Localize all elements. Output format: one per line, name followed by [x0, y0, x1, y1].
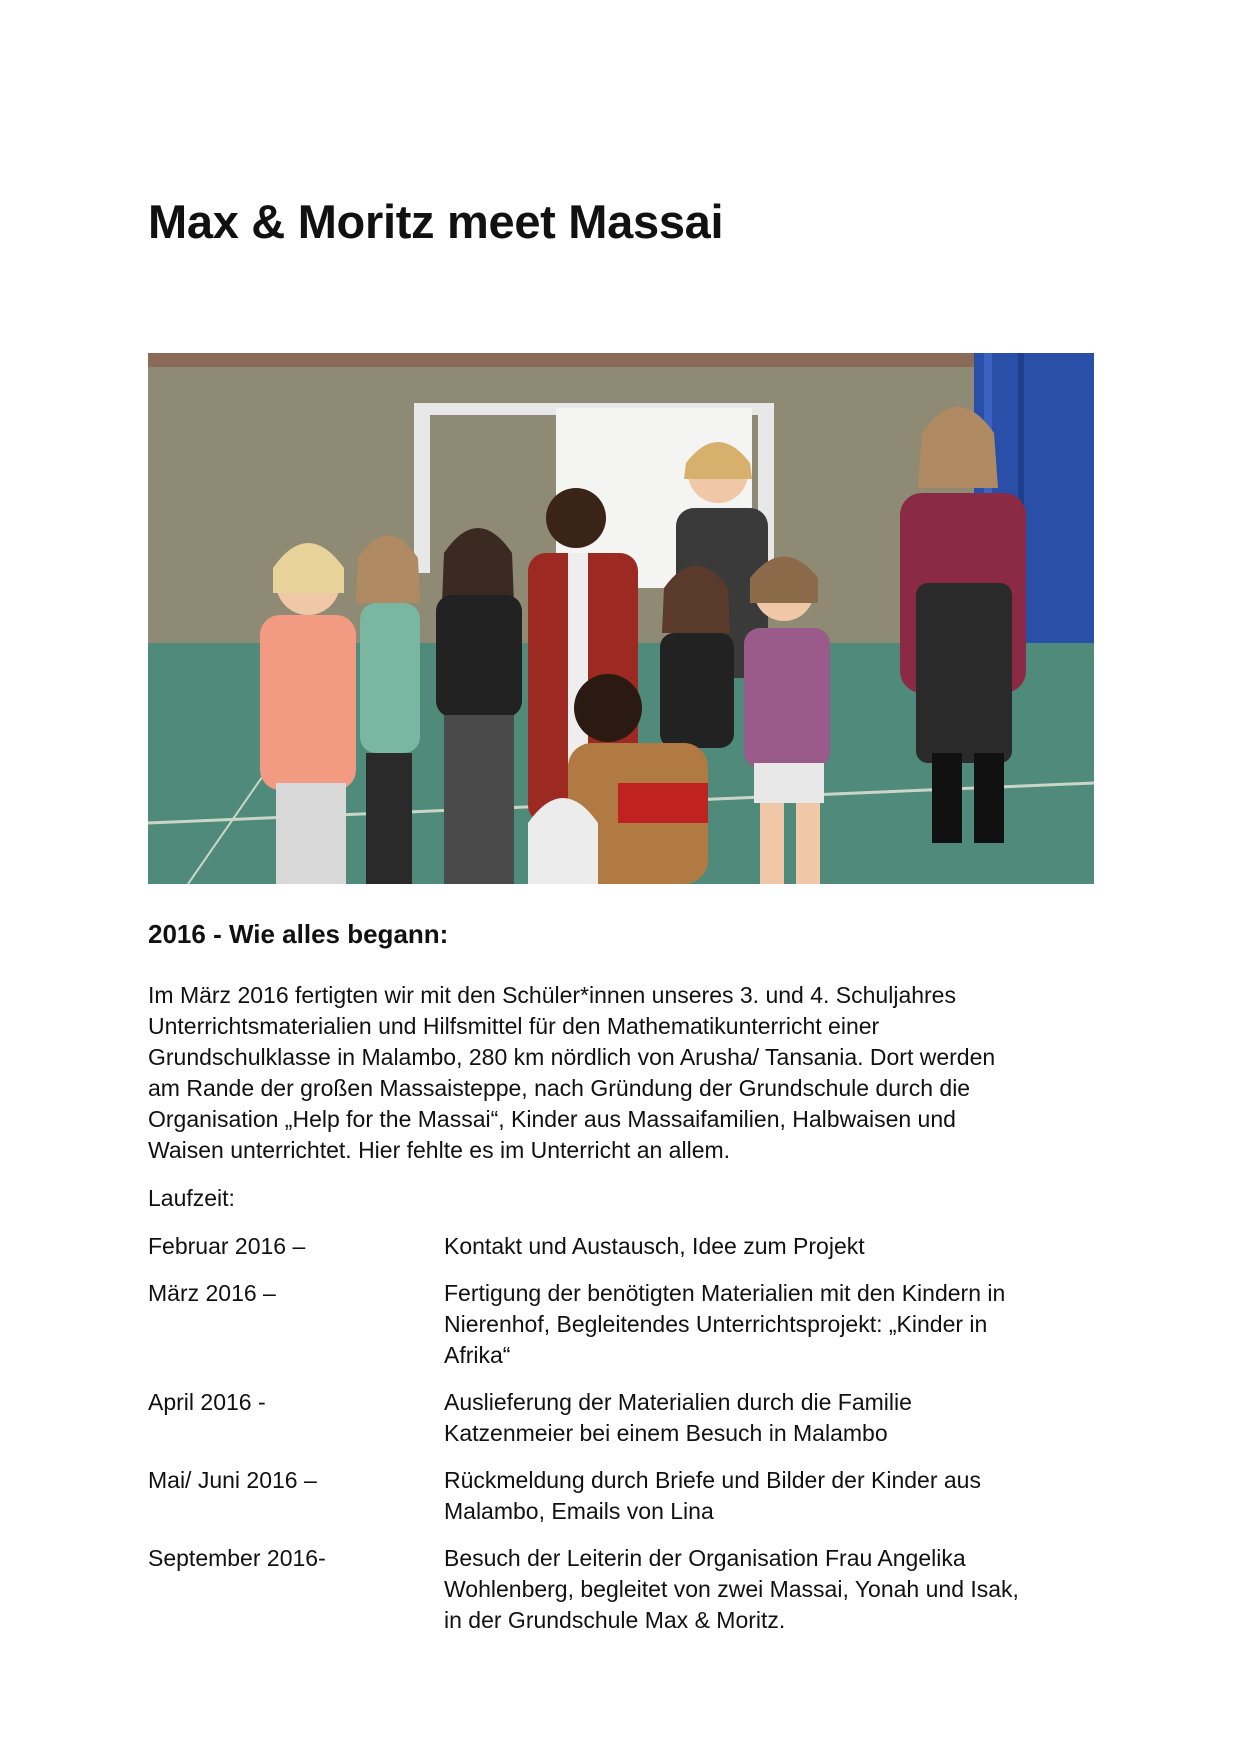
timeline-text: Besuch der Leiterin der Organisation Frau Angelika Wohlenberg, begleitet von zwei Massai, Yonah und Isak, in der Grundschule Max & Moritz.	[444, 1545, 1019, 1633]
group-photo	[148, 353, 1094, 884]
timeline-date: September 2016-	[148, 1545, 326, 1571]
timeline-row	[148, 1278, 1098, 1371]
timeline-text: Auslieferung der Materialien durch die Familie Katzenmeier bei einem Besuch in Malambo	[444, 1389, 912, 1446]
section-heading: 2016 - Wie alles begann:	[148, 919, 449, 949]
timeline-text: Kontakt und Austausch, Idee zum Projekt	[444, 1233, 865, 1259]
timeline	[148, 1231, 1098, 1652]
timeline-date: März 2016 –	[148, 1280, 276, 1306]
timeline-row	[148, 1231, 1098, 1262]
timeline-date: Februar 2016 –	[148, 1233, 306, 1259]
timeline-row	[148, 1465, 1098, 1527]
timeline-date: April 2016 -	[148, 1389, 266, 1415]
page-title: Max & Moritz meet Massai	[148, 195, 724, 248]
intro-paragraph: Im März 2016 fertigten wir mit den Schüler*innen unseres 3. und 4. Schuljahres Unterrichtsmaterialien und Hilfsmittel für den Mathematikunterricht einer Grundschulklasse in Malambo, 280 km nördlich von Arusha/ Tansania. Dort werden am Rande der großen Massaisteppe, nach Gründung der Grundschule durch die Organisation „Help for the Massai“, Kinder aus Massaifamilien, Halbwaisen und Waisen unterrichtet. Hier fehlte es im Unterricht an allem.	[148, 982, 996, 1163]
runtime-label: Laufzeit:	[148, 1185, 235, 1211]
timeline-row	[148, 1387, 1098, 1449]
timeline-text: Rückmeldung durch Briefe und Bilder der Kinder aus Malambo, Emails von Lina	[444, 1467, 981, 1524]
timeline-text: Fertigung der benötigten Materialien mit den Kindern in Nierenhof, Begleitendes Unterrichtsprojekt: „Kinder in Afrika“	[444, 1280, 1006, 1368]
timeline-row	[148, 1543, 1098, 1636]
timeline-date: Mai/ Juni 2016 –	[148, 1467, 317, 1493]
